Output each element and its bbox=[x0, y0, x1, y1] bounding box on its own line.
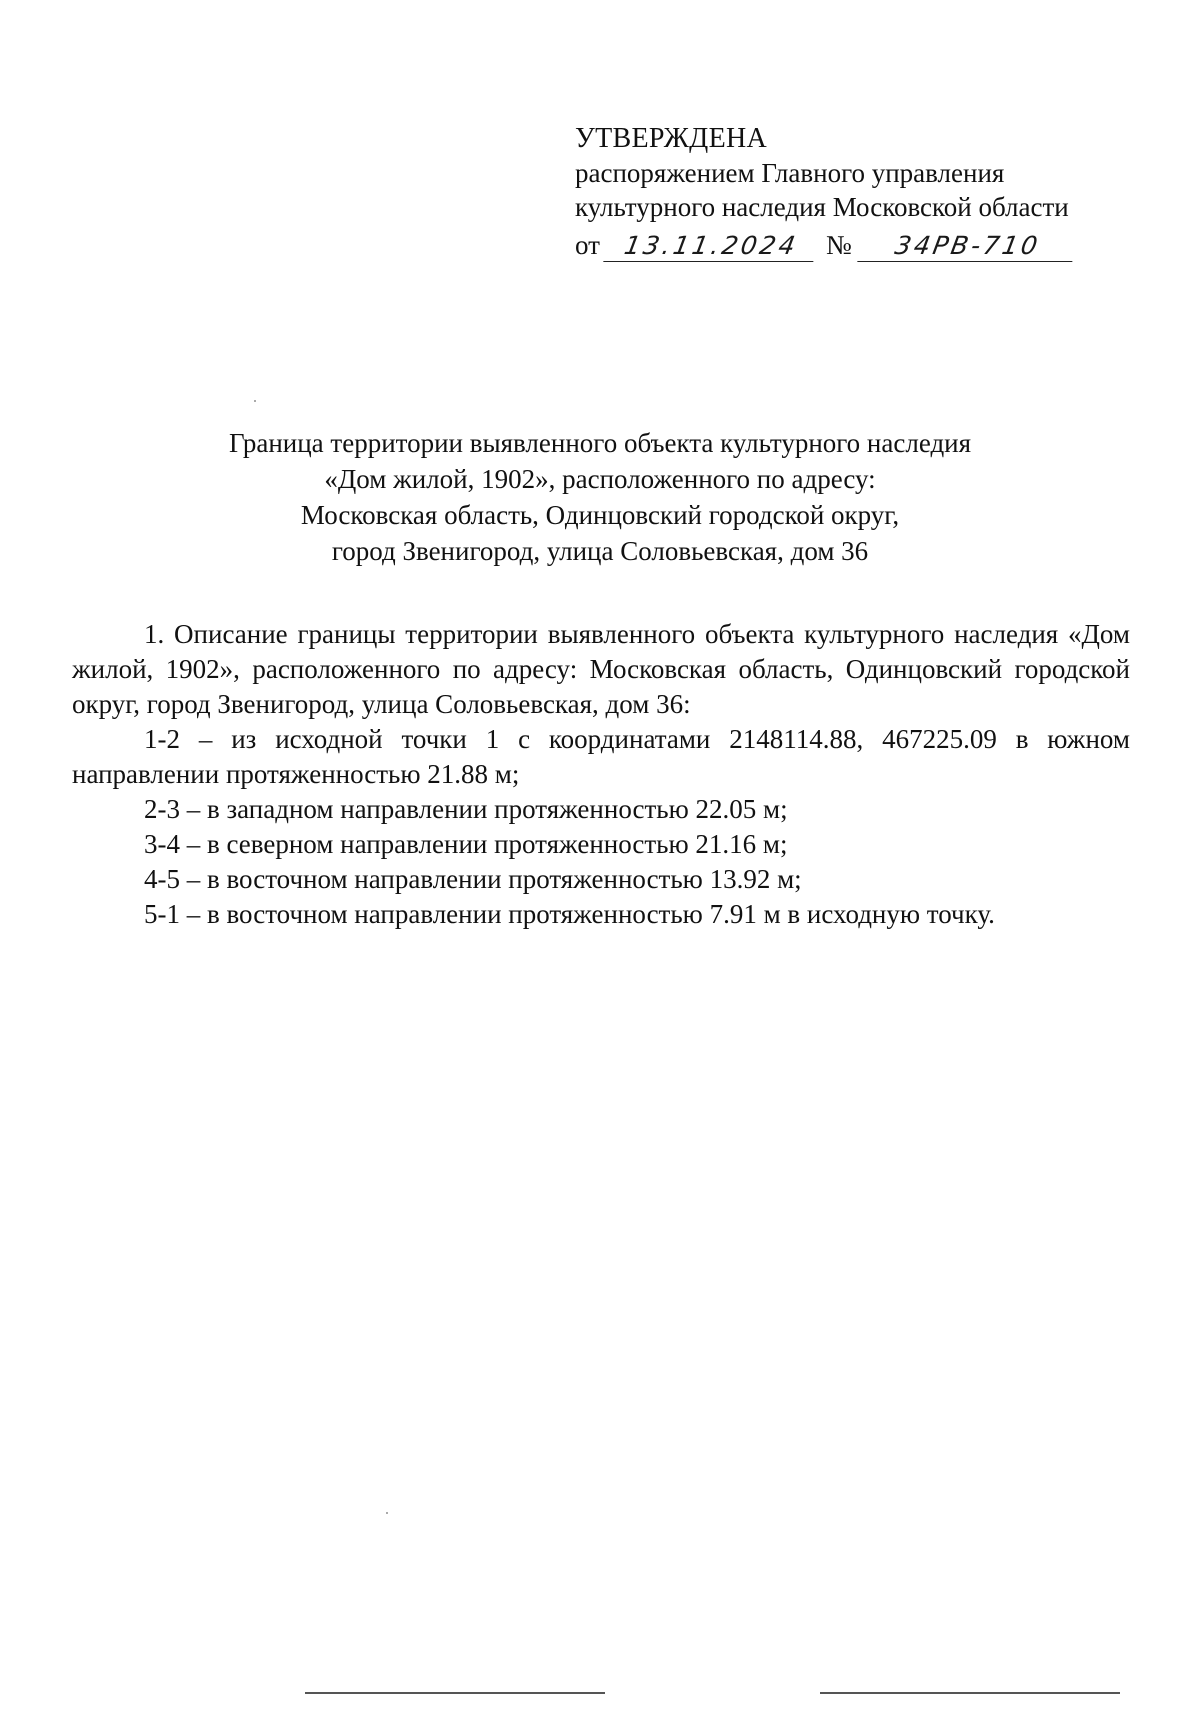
title-line-4: город Звенигород, улица Соловьевская, дом 36 bbox=[331, 536, 869, 566]
approval-line-2: культурного наследия Московской области bbox=[575, 192, 1069, 222]
title-line-2: «Дом жилой, 1902», расположенного по адресу: bbox=[324, 464, 876, 494]
scan-speck bbox=[386, 1512, 388, 1514]
footer-line-right bbox=[820, 1692, 1120, 1694]
footer-scan-marks bbox=[0, 1692, 1200, 1696]
body-paragraph-segment-4-5: 4-5 – в восточном направлении протяженностью 13.92 м; bbox=[144, 864, 802, 894]
footer-line-left bbox=[305, 1692, 605, 1694]
title-line-1: Граница территории выявленного объекта культурного наследия bbox=[228, 428, 972, 458]
title-line-3: Московская область, Одинцовский городской округ, bbox=[300, 500, 900, 530]
number-prefix: № bbox=[825, 230, 852, 260]
body-paragraph-segment-3-4: 3-4 – в северном направлении протяженностью 21.16 м; bbox=[144, 829, 788, 859]
approval-heading: УТВЕРЖДЕНА bbox=[575, 123, 768, 154]
body-paragraph-segment-2-3: 2-3 – в западном направлении протяженностью 22.05 м; bbox=[144, 794, 788, 824]
approval-date-number-line bbox=[575, 224, 1135, 262]
body-paragraph-segment-5-1: 5-1 – в восточном направлении протяженностью 7.91 м в исходную точку. bbox=[144, 899, 995, 929]
scan-speck bbox=[254, 400, 256, 402]
approval-line-1: распоряжением Главного управления bbox=[575, 158, 1005, 188]
body-paragraph-description: 1. Описание границы территории выявленного объекта культурного наследия «Дом жилой, 1902», расположенного по адресу: Московская область, Одинцовский городской округ, город Звенигород, улица Соловьевская, дом 36: bbox=[72, 619, 1130, 719]
date-prefix: от bbox=[575, 230, 600, 260]
handwritten-number: 34РВ-710 bbox=[857, 231, 1077, 262]
body-paragraph-segment-1-2: 1-2 – из исходной точки 1 с координатами 2148114.88, 467225.09 в южном направлении протяженностью 21.88 м; bbox=[72, 724, 1130, 789]
approval-block bbox=[575, 122, 1135, 262]
document-title bbox=[100, 425, 1100, 569]
handwritten-date: 13.11.2024 bbox=[603, 231, 818, 262]
document-body bbox=[72, 617, 1130, 932]
